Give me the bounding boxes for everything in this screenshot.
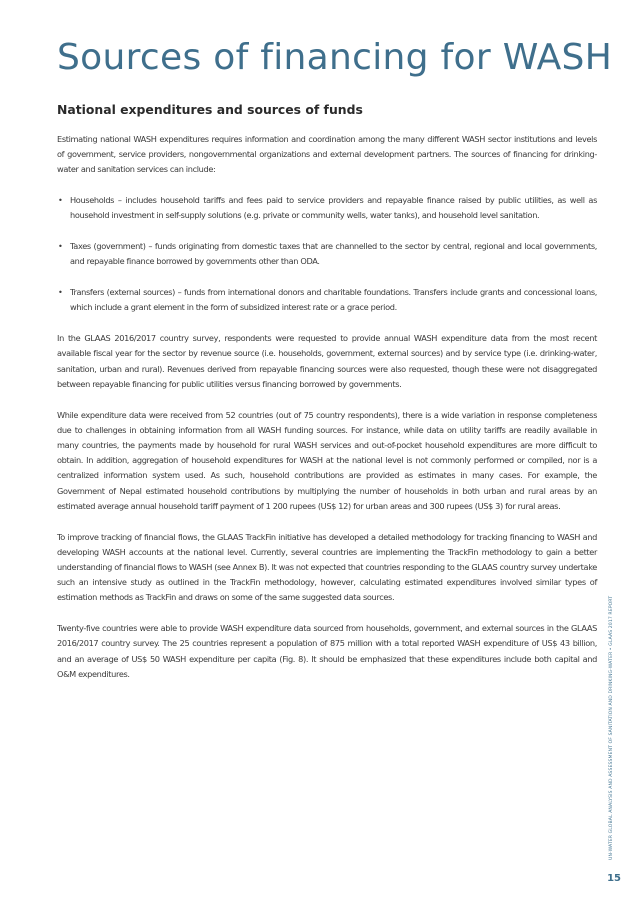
report-side-note: UN-WATER GLOBAL ANALYSIS AND ASSESSMENT OF SANITATION AND DRINKING-WATER • GLAAS 2017 REPORT [609, 595, 614, 860]
list-item [57, 193, 597, 223]
expenditure-data-paragraph: While expenditure data were received from 52 countries (out of 75 country respondents), there is a wide variation in response completeness due to challenges in obtaining information from all WASH funding sources. For instance, while data on utility tariffs are readily available in many countries, the payments made by household for rural WASH services and out-of-pocket household expenditures are more difficult to obtain. In addition, aggregation of household expenditures for WASH at the national level is not commonly performed or compiled, nor is a centralized information system used. As such, household contributions are provided as estimates in many cases. For example, the Government of Nepal estimated household contributions by multiplying the number of households in both urban and rural areas by an estimated average annual household tariff payment of 1 200 rupees (US$ 12) for urban areas and 300 rupees (US$ 3) for rural areas. [57, 409, 597, 511]
financing-sources-list [57, 193, 597, 315]
list-item-text: Taxes (government) – funds originating from domestic taxes that are channelled to the sector by central, regional and local governments, and repayable finance borrowed by governments other than ODA. [70, 241, 597, 267]
bullet-icon: • [58, 195, 63, 206]
survey-paragraph: In the GLAAS 2016/2017 country survey, respondents were requested to provide annual WASH expenditure data from the most recent available fiscal year for the sector by revenue source (i.e. households, government, external sources) and by service type (i.e. drinking-water, sanitation, urban and rural). Revenues derived from repayable financing sources were also requested, though these were not disaggregated between repayable financing for public utilities versus financing borrowed by governments. [57, 333, 597, 389]
list-item [57, 239, 597, 269]
section-heading: National expenditures and sources of funds [57, 102, 363, 117]
page-title: Sources of financing for WASH [57, 37, 613, 78]
list-item [57, 285, 597, 315]
list-item-text: Transfers (external sources) – funds from international donors and charitable foundations. Transfers include grants and concessional loans, which include a grant element in the form of subsidized interest rate or a grace period. [70, 287, 597, 313]
list-item-text: Households – includes household tariffs and fees paid to service providers and repayable finance raised by public utilities, as well as household investment in self-supply solutions (e.g. private or community wells, water tanks), and household level sanitation. [70, 195, 597, 221]
intro-paragraph: Estimating national WASH expenditures requires information and coordination among the many different WASH sector institutions and levels of government, service providers, nongovernmental organizations and external development partners. The sources of financing for drinking-water and sanitation services can include: [57, 134, 597, 175]
trackfin-paragraph: To improve tracking of financial flows, the GLAAS TrackFin initiative has developed a detailed methodology for tracking financing to WASH and developing WASH accounts at the national level. Currently, several countries are implementing the TrackFin methodology to gain a better understanding of financial flows to WASH (see Annex B). It was not expected that countries responding to the GLAAS country survey undertake such an intensive study as outlined in the TrackFin methodology, however, calculating estimated expenditures involved similar types of estimation methods as TrackFin and draws on some of the same suggested data sources. [57, 531, 597, 603]
bullet-icon: • [58, 287, 63, 298]
summary-paragraph: Twenty-five countries were able to provide WASH expenditure data sourced from households, government, and external sources in the GLAAS 2016/2017 country survey. The 25 countries represent a population of 875 million with a total reported WASH expenditure of US$ 43 billion, and an average of US$ 50 WASH expenditure per capita (Fig. 8). It should be emphasized that these expenditures include both capital and O&M expenditures. [57, 623, 597, 679]
body-text [57, 132, 597, 698]
page-number: 15 [607, 873, 621, 884]
bullet-icon: • [58, 241, 63, 252]
